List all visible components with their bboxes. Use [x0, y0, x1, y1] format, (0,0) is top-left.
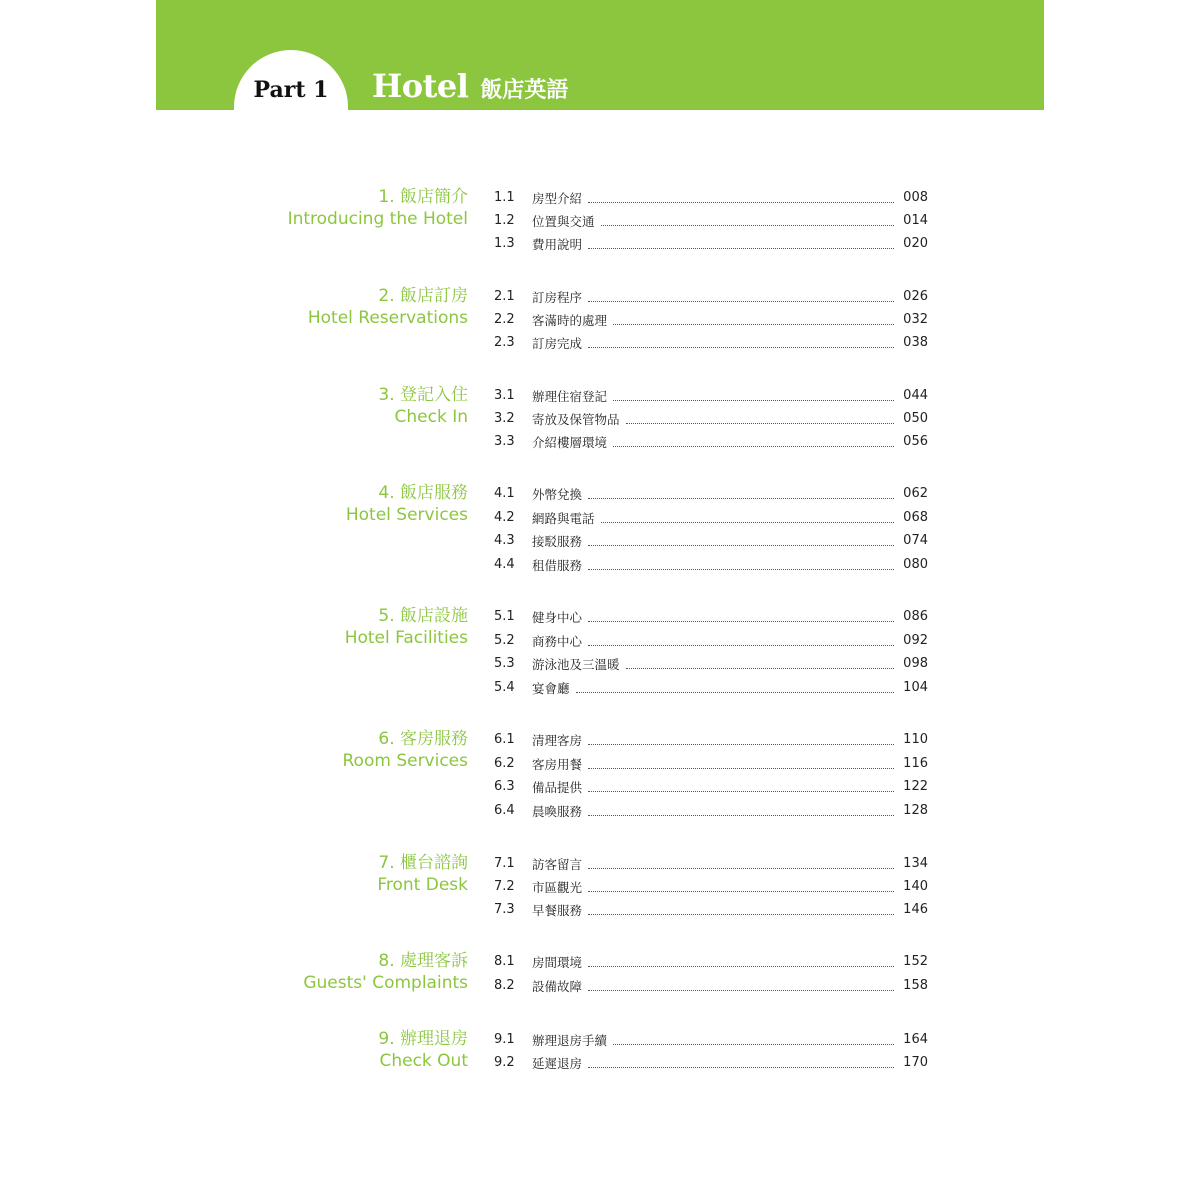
entry-page: 020: [903, 236, 928, 251]
entry-title: 訂房完成: [532, 335, 583, 351]
section-title-en: Hotel Reservations: [307, 308, 468, 328]
dot-leader: [588, 498, 894, 499]
entry-number: 4.1: [494, 486, 515, 501]
section-heading: [308, 285, 468, 329]
dot-leader: [588, 891, 894, 892]
section-title-zh: 6. 客房服務: [378, 729, 468, 749]
entry-number: 3.2: [494, 411, 515, 426]
entry-page: 062: [903, 486, 928, 501]
toc-entry[interactable]: [494, 629, 928, 652]
toc-entry[interactable]: [494, 384, 928, 407]
section-title-en: Hotel Facilities: [344, 628, 468, 648]
dot-leader: [588, 966, 894, 967]
toc-entry[interactable]: [494, 1028, 928, 1051]
dot-leader: [576, 692, 894, 693]
entry-page: 008: [903, 190, 928, 205]
dot-leader: [601, 225, 894, 226]
section-heading: [346, 482, 468, 526]
toc-entry[interactable]: [494, 529, 928, 552]
entry-number: 7.1: [494, 856, 515, 871]
section-title-zh: 5. 飯店設施: [378, 606, 468, 626]
section-title-zh: 2. 飯店訂房: [378, 286, 468, 306]
entry-title: 租借服務: [532, 557, 583, 573]
entry-page: 122: [903, 779, 928, 794]
entry-number: 7.2: [494, 879, 515, 894]
entry-title: 清理客房: [532, 732, 583, 748]
entry-number: 3.3: [494, 434, 515, 449]
part-title-zh: 飯店英語: [480, 78, 569, 103]
section-heading: [378, 384, 468, 428]
toc-entry[interactable]: [494, 652, 928, 675]
entry-title: 市區觀光: [532, 879, 583, 895]
entry-number: 6.3: [494, 779, 515, 794]
toc-entry[interactable]: [494, 506, 928, 529]
toc-entry[interactable]: [494, 728, 928, 751]
section-heading: [378, 1028, 468, 1072]
section-title-zh: 9. 辦理退房: [378, 1029, 468, 1049]
toc-entry[interactable]: [494, 553, 928, 576]
entry-title: 房間環境: [532, 954, 583, 970]
entry-page: 116: [903, 756, 928, 771]
entry-title: 房型介紹: [532, 190, 583, 206]
entry-title: 健身中心: [532, 609, 583, 625]
entry-number: 8.1: [494, 954, 515, 969]
entry-page: 128: [903, 803, 928, 818]
dot-leader: [588, 914, 894, 915]
entry-page: 026: [903, 289, 928, 304]
entry-title: 外幣兌換: [532, 486, 583, 502]
entry-number: 5.2: [494, 633, 515, 648]
toc-entry[interactable]: [494, 752, 928, 775]
part-label: Part 1: [253, 77, 329, 103]
section-heading: [303, 950, 468, 994]
entry-title: 晨喚服務: [532, 803, 583, 819]
dot-leader: [588, 347, 894, 348]
entry-page: 044: [903, 388, 928, 403]
entry-number: 2.3: [494, 335, 515, 350]
entry-page: 014: [903, 213, 928, 228]
dot-leader: [588, 248, 894, 249]
entry-page: 074: [903, 533, 928, 548]
toc-entry[interactable]: [494, 285, 928, 308]
entry-title: 延遲退房: [532, 1055, 583, 1071]
toc-entry[interactable]: [494, 1051, 928, 1074]
dot-leader: [613, 400, 894, 401]
dot-leader: [588, 868, 894, 869]
entry-number: 2.2: [494, 312, 515, 327]
entry-number: 5.3: [494, 656, 515, 671]
section-title-en: Front Desk: [377, 875, 468, 895]
entry-page: 038: [903, 335, 928, 350]
entry-number: 4.2: [494, 510, 515, 525]
entry-page: 134: [903, 856, 928, 871]
entry-page: 050: [903, 411, 928, 426]
entry-page: 032: [903, 312, 928, 327]
entry-number: 3.1: [494, 388, 515, 403]
toc-entry[interactable]: [494, 186, 928, 209]
entry-title: 費用說明: [532, 236, 583, 252]
entry-number: 6.2: [494, 756, 515, 771]
entry-page: 164: [903, 1032, 928, 1047]
entry-title: 介紹樓層環境: [532, 434, 608, 450]
entry-page: 152: [903, 954, 928, 969]
entry-title: 寄放及保管物品: [532, 411, 620, 427]
entry-page: 092: [903, 633, 928, 648]
dot-leader: [588, 768, 894, 769]
entry-page: 086: [903, 609, 928, 624]
entry-number: 9.2: [494, 1055, 515, 1070]
dot-leader: [588, 990, 894, 991]
toc-entry[interactable]: [494, 482, 928, 505]
toc-entry[interactable]: [494, 232, 928, 255]
entry-page: 080: [903, 557, 928, 572]
dot-leader: [626, 668, 894, 669]
dot-leader: [588, 545, 894, 546]
section-heading: [377, 852, 468, 896]
entry-number: 5.4: [494, 680, 515, 695]
section-heading: [343, 728, 469, 772]
toc-entry[interactable]: [494, 775, 928, 798]
entry-number: 4.4: [494, 557, 515, 572]
toc-entry[interactable]: [494, 676, 928, 699]
entry-number: 1.3: [494, 236, 515, 251]
entry-title: 備品提供: [532, 779, 583, 795]
section-title-zh: 3. 登記入住: [378, 385, 468, 405]
entry-title: 客房用餐: [532, 756, 583, 772]
dot-leader: [588, 621, 894, 622]
toc-entry[interactable]: [494, 407, 928, 430]
toc-entry[interactable]: [494, 308, 928, 331]
section-title-zh: 7. 櫃台諮詢: [378, 853, 468, 873]
section-title-en: Room Services: [342, 751, 468, 771]
dot-leader: [613, 446, 894, 447]
entry-page: 158: [903, 978, 928, 993]
toc-entry[interactable]: [494, 799, 928, 822]
toc-entry[interactable]: [494, 950, 928, 973]
dot-leader: [613, 324, 894, 325]
entry-page: 170: [903, 1055, 928, 1070]
entry-title: 早餐服務: [532, 902, 583, 918]
entry-page: 098: [903, 656, 928, 671]
section-title-zh: 4. 飯店服務: [378, 483, 468, 503]
section-heading: [288, 186, 468, 230]
dot-leader: [588, 815, 894, 816]
entry-title: 設備故障: [532, 978, 583, 994]
entry-number: 8.2: [494, 978, 515, 993]
section-title-en: Check Out: [379, 1051, 468, 1071]
dot-leader: [588, 301, 894, 302]
entry-title: 商務中心: [532, 633, 583, 649]
entry-page: 104: [903, 680, 928, 695]
entry-title: 游泳池及三溫暖: [532, 656, 620, 672]
section-title-en: Hotel Services: [345, 505, 468, 525]
entry-page: 110: [903, 732, 928, 747]
entry-number: 6.1: [494, 732, 515, 747]
section-title-en: Introducing the Hotel: [287, 209, 468, 229]
dot-leader: [588, 202, 894, 203]
toc-entry[interactable]: [494, 852, 928, 875]
entry-page: 140: [903, 879, 928, 894]
entry-title: 宴會廳: [532, 680, 570, 696]
entry-number: 2.1: [494, 289, 515, 304]
dot-leader: [588, 1067, 894, 1068]
section-title-en: Guests' Complaints: [303, 973, 468, 993]
entry-page: 068: [903, 510, 928, 525]
dot-leader: [588, 791, 894, 792]
toc-entry[interactable]: [494, 605, 928, 628]
toc-entry[interactable]: [494, 209, 928, 232]
toc-entry[interactable]: [494, 898, 928, 921]
part-title-en: Hotel: [372, 67, 469, 105]
entry-number: 6.4: [494, 803, 515, 818]
entry-title: 客滿時的處理: [532, 312, 608, 328]
entry-title: 辦理住宿登記: [532, 388, 608, 404]
section-title-zh: 8. 處理客訴: [378, 951, 468, 971]
toc-entry[interactable]: [494, 974, 928, 997]
entry-number: 1.2: [494, 213, 515, 228]
entry-title: 辦理退房手續: [532, 1032, 608, 1048]
entry-number: 7.3: [494, 902, 515, 917]
entry-page: 146: [903, 902, 928, 917]
dot-leader: [588, 569, 894, 570]
dot-leader: [613, 1044, 894, 1045]
entry-number: 1.1: [494, 190, 515, 205]
section-title-zh: 1. 飯店簡介: [378, 187, 468, 207]
section-title-en: Check In: [394, 407, 468, 427]
dot-leader: [626, 423, 894, 424]
entry-title: 訪客留言: [532, 856, 583, 872]
dot-leader: [588, 645, 894, 646]
section-heading: [345, 605, 468, 649]
entry-title: 網路與電話: [532, 510, 595, 526]
entry-number: 4.3: [494, 533, 515, 548]
entry-number: 9.1: [494, 1032, 515, 1047]
entry-title: 位置與交通: [532, 213, 595, 229]
entry-number: 5.1: [494, 609, 515, 624]
dot-leader: [588, 744, 894, 745]
toc-entry[interactable]: [494, 331, 928, 354]
entry-title: 接駁服務: [532, 533, 583, 549]
dot-leader: [601, 522, 894, 523]
toc-entry[interactable]: [494, 430, 928, 453]
entry-title: 訂房程序: [532, 289, 583, 305]
entry-page: 056: [903, 434, 928, 449]
toc-entry[interactable]: [494, 875, 928, 898]
